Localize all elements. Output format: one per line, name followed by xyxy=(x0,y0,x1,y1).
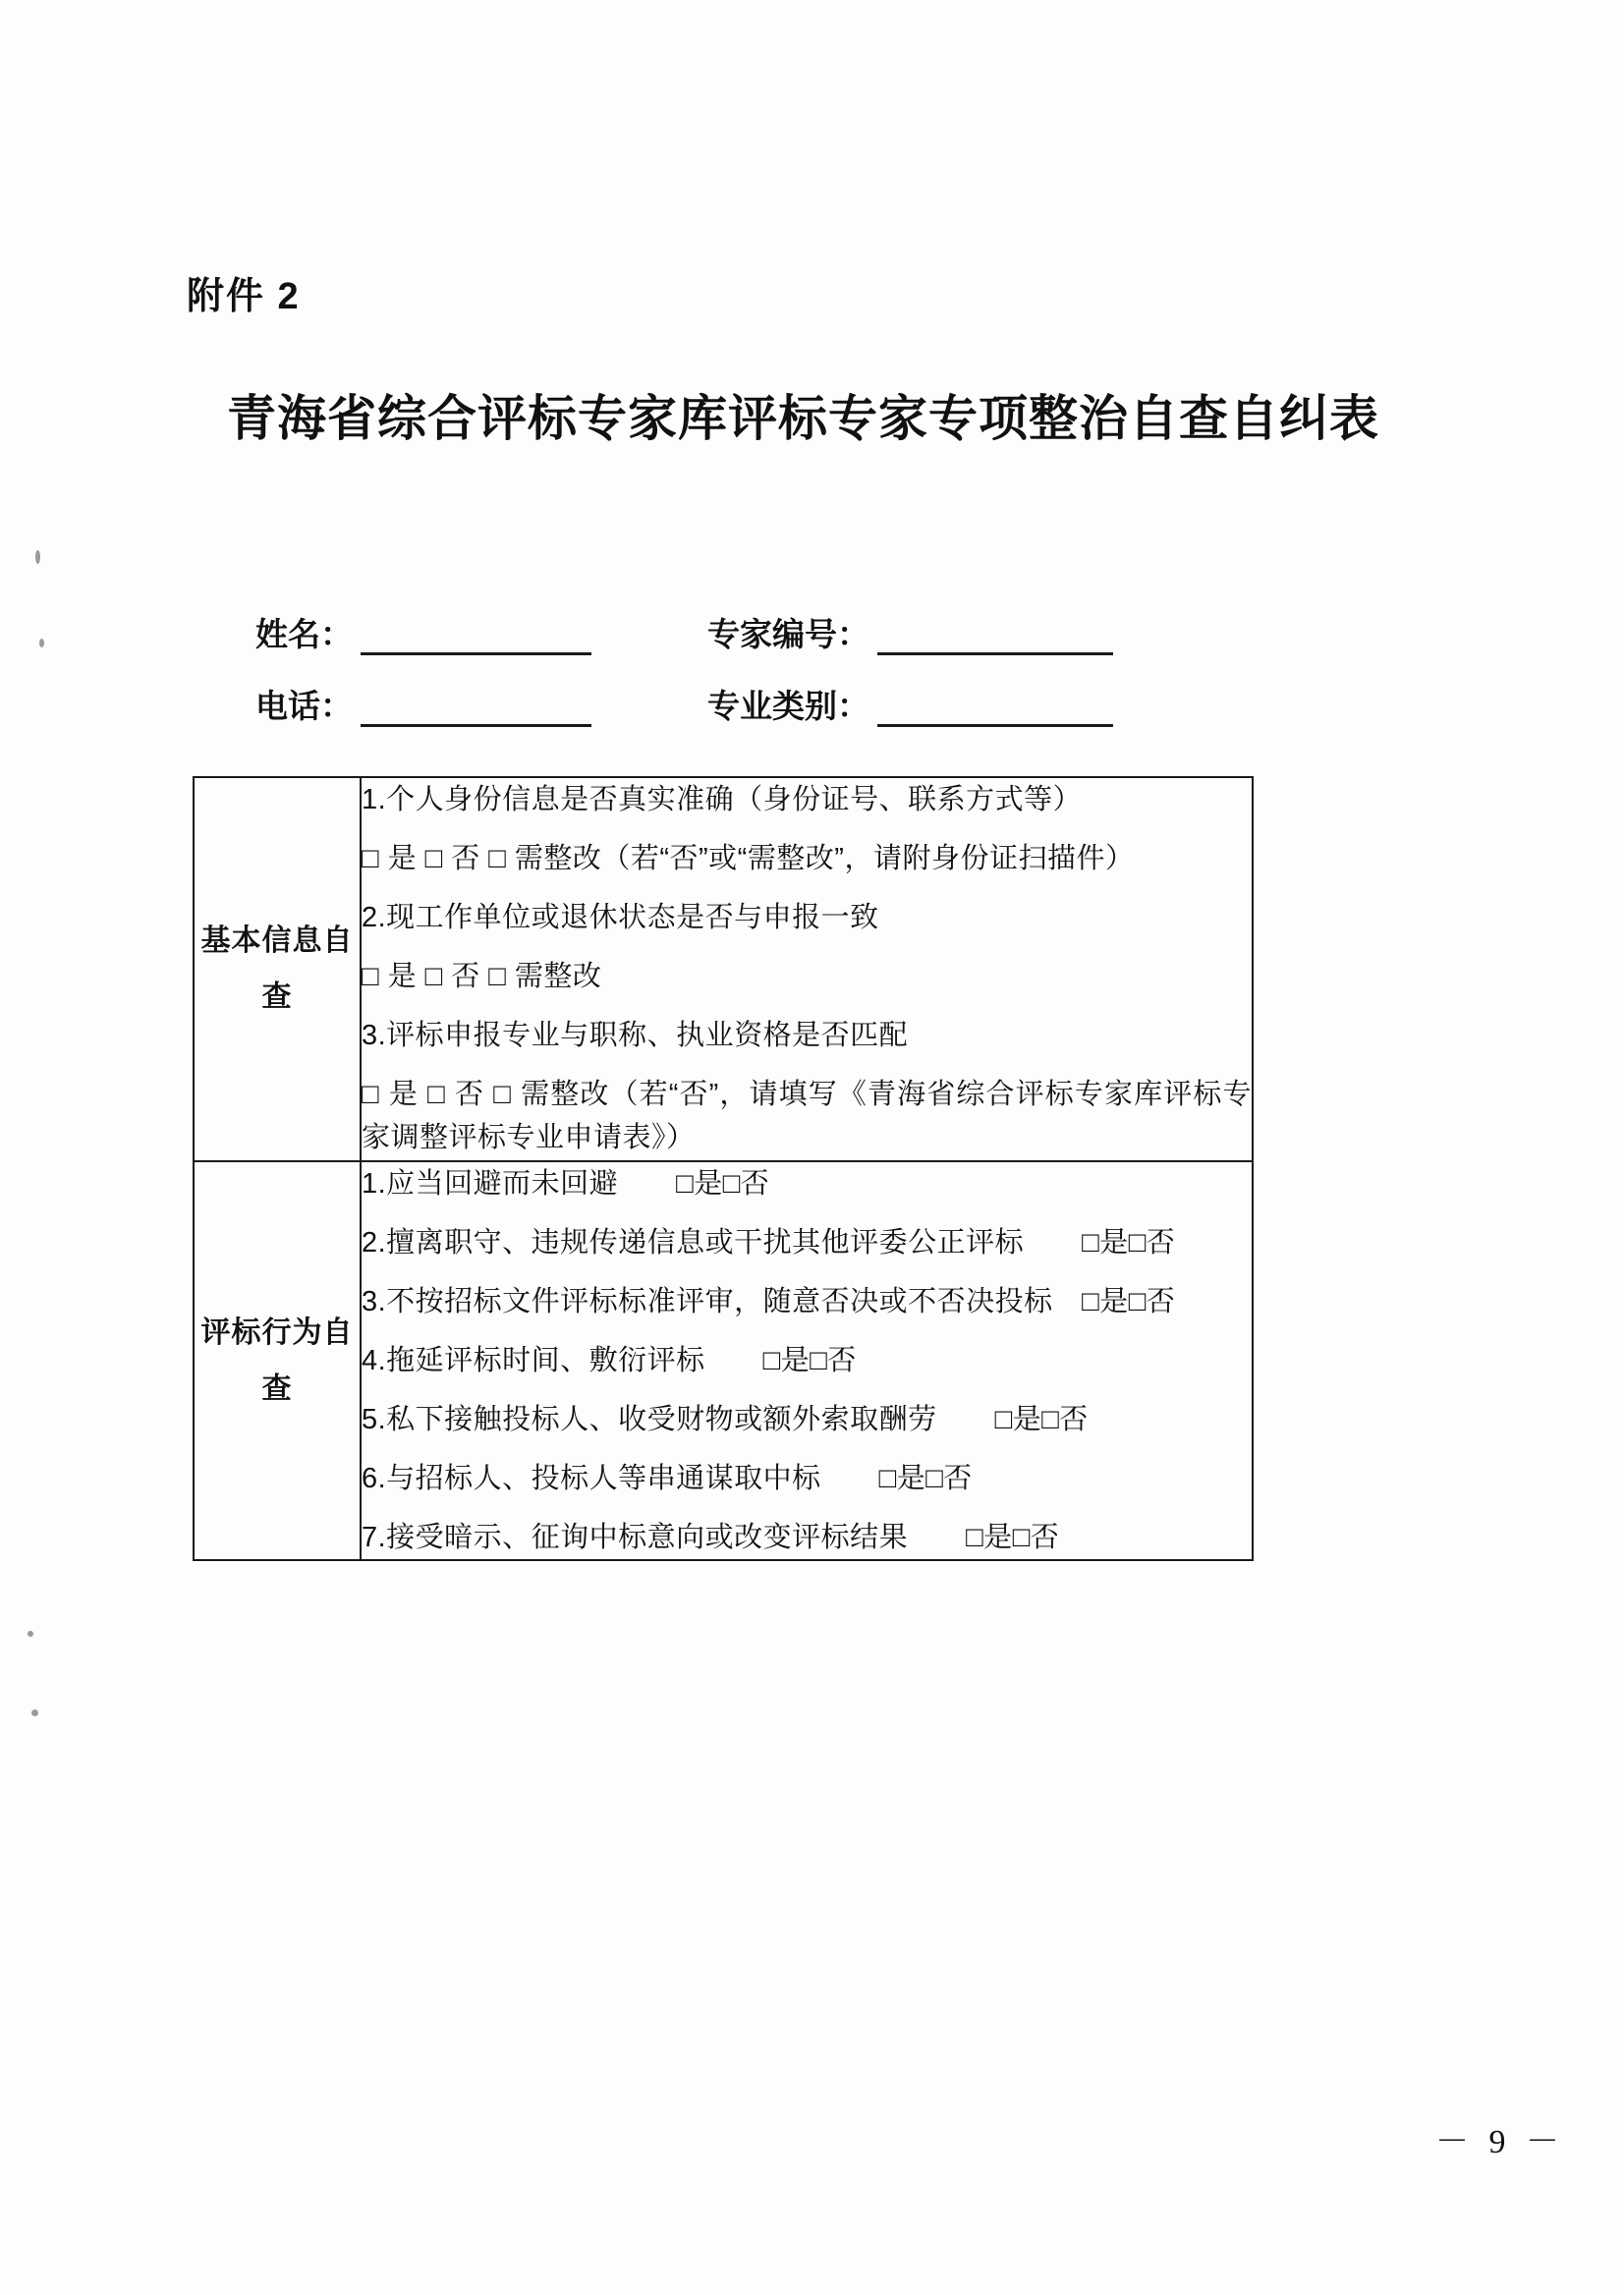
expert-no-label: 专家编号： xyxy=(707,616,869,652)
scan-speck xyxy=(39,639,44,647)
question-1: 1.个人身份信息是否真实准确（身份证号、联系方式等） xyxy=(362,784,1083,815)
name-label: 姓名： xyxy=(255,616,353,652)
page-number: － 9 － xyxy=(1435,2124,1565,2160)
name-input[interactable] xyxy=(361,623,591,655)
table-row xyxy=(194,777,1253,1161)
category-review-behavior: 评标行为自查 xyxy=(194,1161,361,1561)
scan-speck xyxy=(28,1631,33,1637)
behavior-item-6[interactable]: 6.与招标人、投标人等串通谋取中标 □是□否 xyxy=(362,1462,973,1494)
question-2: 2.现工作单位或退休状态是否与申报一致 xyxy=(362,902,879,934)
behavior-item-4[interactable]: 4.拖延评标时间、敷衍评标 □是□否 xyxy=(362,1344,857,1376)
expert-no-input[interactable] xyxy=(877,623,1113,655)
section-review-behavior-items xyxy=(361,1161,1253,1561)
attachment-label: 附件 2 xyxy=(187,276,301,317)
behavior-item-2[interactable]: 2.擅离职守、违规传递信息或干扰其他评委公正评标 □是□否 xyxy=(362,1226,1176,1259)
expert-no-field[interactable] xyxy=(707,609,1113,655)
question-2-options[interactable]: □ 是 □ 否 □ 需整改 xyxy=(362,961,602,993)
category-input[interactable] xyxy=(877,695,1113,727)
form-fields xyxy=(255,609,1385,753)
self-inspection-table xyxy=(193,776,1254,1561)
question-1-options[interactable]: □ 是 □ 否 □ 需整改（若“否”或“需整改”，请附身份证扫描件） xyxy=(362,843,1135,875)
category-label: 专业类别： xyxy=(707,688,869,724)
scan-speck xyxy=(31,1709,38,1716)
behavior-item-7[interactable]: 7.接受暗示、征询中标意向或改变评标结果 □是□否 xyxy=(362,1522,1060,1554)
phone-input[interactable] xyxy=(361,695,591,727)
scan-speck xyxy=(35,550,40,564)
category-basic-info: 基本信息自查 xyxy=(194,777,361,1161)
behavior-item-5[interactable]: 5.私下接触投标人、收受财物或额外索取酬劳 □是□否 xyxy=(362,1403,1089,1435)
section-basic-info-items xyxy=(361,777,1253,1161)
behavior-item-3[interactable]: 3.不按招标文件评标标准评审，随意否决或不否决投标 □是□否 xyxy=(362,1285,1176,1317)
field-row-1 xyxy=(255,609,1385,655)
field-row-2 xyxy=(255,681,1385,727)
phone-field[interactable] xyxy=(255,681,707,727)
question-3: 3.评标申报专业与职称、执业资格是否匹配 xyxy=(362,1020,909,1052)
question-3-options[interactable]: □ 是 □ 否 □ 需整改（若“否”，请填写《青海省综合评标专家库评标专家调整评标专业申请表》） xyxy=(362,1079,1252,1154)
behavior-item-1[interactable]: 1.应当回避而未回避 □是□否 xyxy=(362,1167,770,1200)
page-title: 青海省综合评标专家库评标专家专项整治自查自纠表 xyxy=(227,391,1379,446)
phone-label: 电话： xyxy=(255,688,353,724)
table-row xyxy=(194,1161,1253,1561)
category-field[interactable] xyxy=(707,681,1113,727)
name-field[interactable] xyxy=(255,609,707,655)
